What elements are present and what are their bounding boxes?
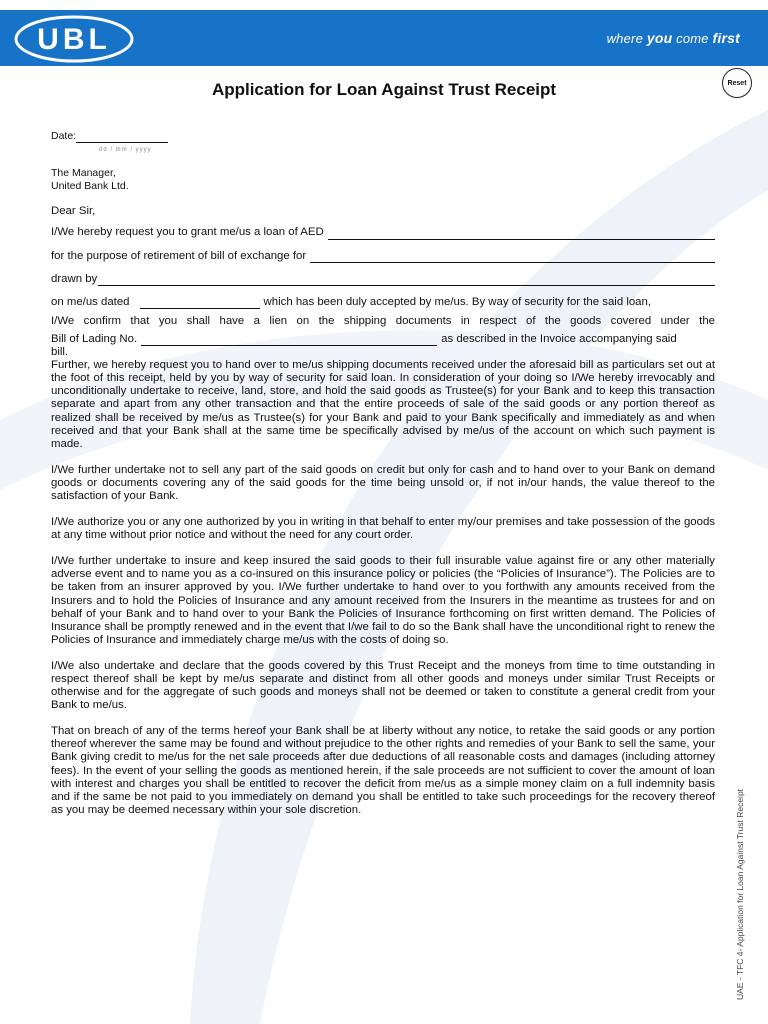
loan-amount-row: I/We hereby request you to grant me/us a loan of AED: [51, 226, 715, 239]
date-row: [51, 130, 715, 143]
bill-amount-input[interactable]: [310, 252, 715, 263]
purpose-row: for the purpose of retirement of bill of exchange for: [51, 250, 715, 263]
drawn-by-input[interactable]: [98, 275, 715, 286]
salutation: Dear Sir,: [51, 205, 96, 218]
addressee-line1: The Manager,: [51, 167, 116, 180]
paragraph-1: Further, we hereby request you to hand over to me/us shipping documents received under the aforesaid bill as particulars set out at the foot of this receipt, held by you by way of security for said loan. In consideration of your doing so I/We hereby irrevocably and unconditionally undertake to receive, land, store, and hold the said goods as Trustee(s) for your Bank and to keep this transaction separate and apart from any other transaction and that the entire proceeds of sale of the said goods or any portion thereof as realized shall be received by me/us as Trustee(s) for your Bank and paid to your Bank specifically and immediately as and when received and that your Bank shall at the same time be specifically advised by me/us of the account on which such payment is made.: [51, 359, 715, 450]
date-input[interactable]: [76, 132, 168, 143]
side-reference: UAE - TFC 4- Application for Loan Against Trust Receipt: [735, 788, 745, 1000]
header-bar: [0, 10, 768, 66]
logo-text: UBL: [37, 23, 111, 56]
form-body: [51, 130, 715, 817]
reset-button[interactable]: Reset: [722, 68, 752, 98]
paragraph-3: I/We authorize you or any one authorized by you in writing in that behalf to enter my/our premises and take possession of the goods at any time without prior notice and without the need for any court order.: [51, 516, 715, 542]
dated-input[interactable]: [140, 298, 260, 309]
addressee-line2: United Bank Ltd.: [51, 180, 129, 193]
bol-row: Bill of Lading No. as described in the Invoice accompanying said: [51, 332, 677, 345]
paragraph-2: I/We further undertake not to sell any part of the said goods on credit but only for cash and to hand over to your Bank on demand goods or documents covering any of the said goods for the time being unsold or, if not in/our hands, the value thereof to the satisfaction of your Bank.: [51, 463, 715, 502]
dated-row: on me/us dated which has been duly accepted by me/us. By way of security for the said loan,: [51, 295, 652, 308]
paragraph-6: That on breach of any of the terms hereof your Bank shall be at liberty without any notice, to retake the said goods or any portion thereof wherever the same may be found and without prejudice to the other rights and remedies of your Bank to sell the same, your Bank giving credit to me/us for the net sale proceeds after due deductions of all reasonable costs and damages (including attorney fees). In the event of your selling the goods as mentioned herein, if the sale proceeds are not sufficient to cover the amount of loan with interest and charges you shall be entitled to recover the deficit from me/us as a simple money claim on a full indemnity basis and if the same be not paid to you immediately on demand you shall be entitled to take such proceedings for the recovery thereof as you may be deemed necessary within your sole discretion.: [51, 725, 715, 816]
ubl-logo: [12, 12, 142, 66]
paragraph-5: I/We also undertake and declare that the goods covered by this Trust Receipt and the moneys from time to time outstanding in respect thereof shall be kept by me/us separate and distinct from all other goods and moneys under similar Trust Receipts or otherwise and for the aggregate of such goods and moneys shall not be deemed or taken to constitute a general credit from your Bank to me/us.: [51, 659, 715, 712]
tagline: where you come first: [606, 30, 740, 46]
lien-text: I/We confirm that you shall have a lien on the shipping documents in respect of the goods covered under the: [51, 314, 715, 327]
page-title: Application for Loan Against Trust Receipt: [211, 80, 557, 99]
date-label: Date:: [51, 130, 77, 142]
bill-of-lading-input[interactable]: [141, 335, 437, 346]
bill-text: bill.: [51, 346, 69, 359]
paragraph-4: I/We further undertake to insure and keep insured the said goods to their full insurable value against fire or any other materially adverse event and to name you as a co-insured on this insurance policy or policies (the “Policies of Insurance”). The Policies are to be taken from an insurer approved by you. I/We further undertake to hand over to you forthwith any amounts received from the Insurers and to hold the Policies of Insurance and any amount received from the Insurers in the meantime as trustees for and on behalf of your Bank and to hand over to your Bank the Policies of Insurance forthcoming on first written demand. The Policies of Insurance shall be promptly renewed and in the event that I/we fail to do so the Bank shall have the unconditional right to renew the Policies of Insurance and immediately charge me/us with the costs of doing so.: [51, 555, 715, 646]
loan-amount-input[interactable]: [328, 229, 715, 240]
date-hint: dd / mm / yyyy: [99, 147, 152, 154]
drawn-by-row: drawn by: [51, 273, 715, 286]
